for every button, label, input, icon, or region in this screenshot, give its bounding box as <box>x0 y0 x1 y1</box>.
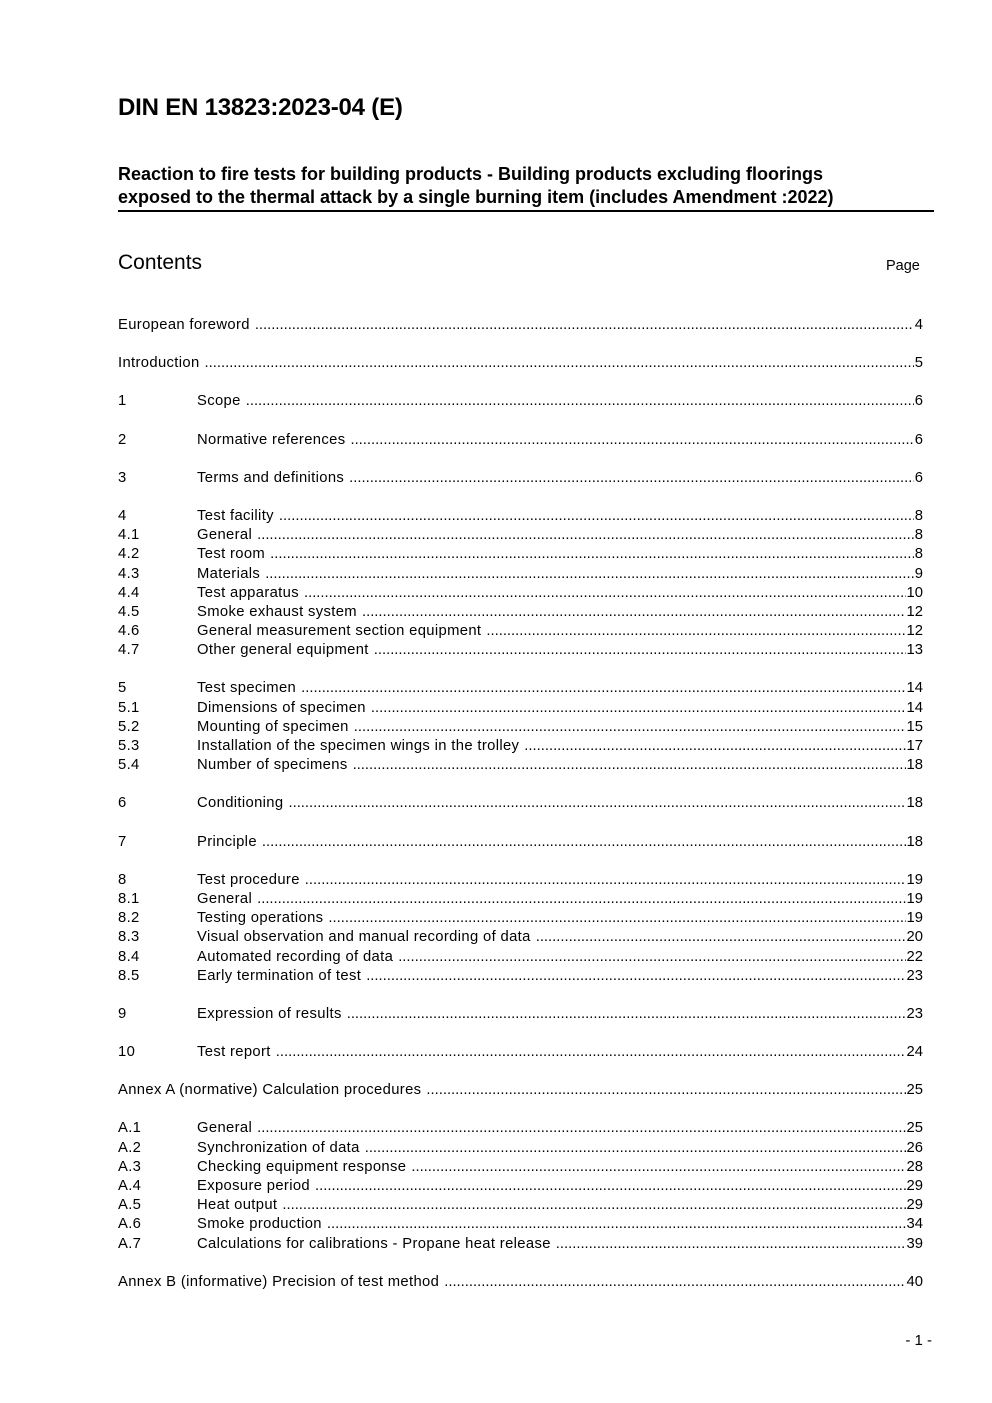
toc-leader-dots <box>411 1158 905 1177</box>
toc-entry-number: 5.1 <box>118 699 140 716</box>
subtitle-line-2: exposed to the thermal attack by a single burning item (includes Amendment :2022) <box>118 187 834 207</box>
toc-entry-page: 17 <box>906 738 923 754</box>
toc-entry[interactable] <box>118 622 923 641</box>
toc-entry-title: Principle <box>197 833 257 850</box>
toc-entry[interactable] <box>118 737 923 756</box>
toc-entry-page: 39 <box>906 1235 923 1252</box>
toc-entry-title: Normative references <box>197 431 346 448</box>
toc-entry-number: A.2 <box>118 1139 142 1156</box>
toc-entry[interactable] <box>118 469 923 488</box>
toc-entry-number: 4.5 <box>118 603 140 620</box>
toc-entry[interactable] <box>118 354 923 373</box>
toc-entry-number: A.5 <box>118 1197 142 1214</box>
toc-entry-page: 8 <box>914 527 923 544</box>
toc-entry-number: 5.4 <box>118 757 140 774</box>
toc-leader-dots <box>262 833 906 852</box>
toc-leader-dots <box>282 1196 905 1215</box>
toc-entry-title: Conditioning <box>197 795 284 812</box>
toc-entry-number: A.6 <box>118 1216 142 1233</box>
toc-leader-dots <box>350 431 913 450</box>
toc-entry-number: A.1 <box>118 1120 142 1137</box>
toc-entry[interactable] <box>118 1119 923 1138</box>
toc-entry-number: A.4 <box>118 1178 142 1194</box>
toc-entry[interactable] <box>118 1158 923 1177</box>
toc-entry-page: 10 <box>906 584 923 601</box>
toc-entry-title: Test specimen <box>197 680 297 697</box>
document-subtitle <box>118 163 934 212</box>
toc-leader-dots <box>301 679 905 698</box>
toc-entry-number: 9 <box>118 1005 127 1022</box>
toc-entry-page: 28 <box>906 1158 923 1175</box>
toc-entry-page: 6 <box>914 431 923 448</box>
toc-leader-dots <box>486 622 905 641</box>
toc-entry[interactable] <box>118 1043 923 1062</box>
toc-leader-dots <box>366 967 905 986</box>
toc-entry[interactable] <box>118 909 923 928</box>
toc-entry-number: 5 <box>118 680 127 697</box>
toc-entry-number: 4.1 <box>118 527 140 544</box>
toc-entry-number: 4.3 <box>118 565 140 582</box>
toc-leader-dots <box>398 948 905 967</box>
toc-entry[interactable] <box>118 1005 923 1024</box>
toc-entry-page: 22 <box>906 948 923 965</box>
toc-entry[interactable] <box>118 718 923 737</box>
contents-heading: Contents <box>118 251 203 274</box>
toc-leader-dots <box>374 641 906 660</box>
toc-entry-page: 19 <box>906 871 923 888</box>
toc-leader-dots <box>288 794 905 813</box>
toc-entry[interactable] <box>118 1235 923 1254</box>
toc-entry-title: General <box>197 1120 253 1137</box>
toc-entry-page: 5 <box>914 355 923 372</box>
toc-entry-title: Automated recording of data <box>197 948 394 965</box>
toc-entry[interactable] <box>118 1196 923 1215</box>
toc-entry-title: Testing operations <box>197 910 324 927</box>
toc-entry-page: 34 <box>906 1216 923 1233</box>
toc-entry-number: 5.3 <box>118 738 140 754</box>
toc-entry[interactable] <box>118 641 923 660</box>
toc-entry[interactable] <box>118 1273 923 1292</box>
toc-entry-title: Test apparatus <box>197 584 299 601</box>
toc-entry-title: Introduction <box>118 355 200 372</box>
toc-entry-title: Materials <box>197 565 261 582</box>
toc-entry-number: 8.4 <box>118 948 140 965</box>
toc-entry-number: 8 <box>118 871 127 888</box>
toc-entry[interactable] <box>118 833 923 852</box>
toc-entry-page: 19 <box>906 910 923 927</box>
toc-leader-dots <box>327 1215 906 1234</box>
toc-leader-dots <box>536 928 906 947</box>
toc-entry-title: Smoke production <box>197 1216 322 1233</box>
toc-entry[interactable] <box>118 526 923 545</box>
toc-entry-page: 23 <box>906 1005 923 1022</box>
toc-entry-number: 5.2 <box>118 718 140 735</box>
toc-entry-title: Other general equipment <box>197 642 369 659</box>
toc-entry-title: Scope <box>197 393 241 410</box>
toc-entry-title: Dimensions of specimen <box>197 699 366 716</box>
toc-entry-title: Annex A (normative) Calculation procedures <box>118 1082 422 1099</box>
toc-entry-page: 26 <box>906 1139 923 1156</box>
toc-entry-title: Test facility <box>197 507 274 524</box>
toc-entry[interactable] <box>118 871 923 890</box>
toc-leader-dots <box>354 718 906 737</box>
toc-entry-page: 12 <box>906 603 923 620</box>
toc-entry-number: 4.4 <box>118 584 140 601</box>
toc-entry[interactable] <box>118 794 923 813</box>
toc-entry-title: Test report <box>197 1044 271 1061</box>
toc-entry-title: Annex B (informative) Precision of test method <box>118 1273 440 1290</box>
toc-leader-dots <box>270 545 914 564</box>
toc-leader-dots <box>257 526 914 545</box>
toc-leader-dots <box>257 1119 905 1138</box>
toc-leader-dots <box>205 354 914 373</box>
toc-entry-page: 29 <box>906 1178 923 1194</box>
toc-leader-dots <box>426 1081 905 1100</box>
toc-entry-page: 24 <box>906 1044 923 1061</box>
toc-entry-page: 18 <box>906 795 923 812</box>
toc-entry[interactable] <box>118 507 923 526</box>
table-of-contents <box>118 316 923 1292</box>
toc-entry-title: Terms and definitions <box>197 469 345 486</box>
toc-entry[interactable] <box>118 1215 923 1234</box>
toc-entry-title: Installation of the specimen wings in the trolley <box>197 738 520 754</box>
toc-entry[interactable] <box>118 679 923 698</box>
toc-entry-title: Mounting of specimen <box>197 718 349 735</box>
toc-leader-dots <box>315 1177 906 1196</box>
toc-entry-page: 25 <box>906 1082 923 1099</box>
toc-entry-page: 23 <box>906 967 923 984</box>
toc-entry[interactable] <box>118 948 923 967</box>
toc-leader-dots <box>444 1273 905 1292</box>
toc-entry-title: Smoke exhaust system <box>197 603 357 620</box>
toc-entry-number: 8.5 <box>118 967 140 984</box>
toc-entry-title: General <box>197 890 253 907</box>
toc-entry-page: 9 <box>914 565 923 582</box>
toc-leader-dots <box>255 316 914 335</box>
toc-entry[interactable] <box>118 431 923 450</box>
toc-leader-dots <box>353 756 906 775</box>
document-id: DIN EN 13823:2023-04 (E) <box>118 94 403 121</box>
toc-entry[interactable] <box>118 316 923 335</box>
toc-entry-page: 15 <box>906 718 923 735</box>
toc-entry[interactable] <box>118 584 923 603</box>
toc-entry-title: Visual observation and manual recording of data <box>197 929 531 946</box>
toc-entry-number: 4.7 <box>118 642 140 659</box>
toc-entry-number: 10 <box>118 1044 136 1061</box>
toc-entry-page: 6 <box>914 393 923 410</box>
toc-leader-dots <box>265 565 914 584</box>
toc-entry[interactable] <box>118 603 923 622</box>
toc-leader-dots <box>279 507 914 526</box>
toc-entry[interactable] <box>118 565 923 584</box>
toc-entry[interactable] <box>118 699 923 718</box>
toc-entry-number: 7 <box>118 833 127 850</box>
toc-entry-title: European foreword <box>118 317 250 333</box>
toc-entry-page: 6 <box>914 469 923 486</box>
toc-entry-page: 25 <box>906 1120 923 1137</box>
page-column-label: Page <box>886 258 920 274</box>
toc-entry[interactable] <box>118 890 923 909</box>
toc-leader-dots <box>556 1235 906 1254</box>
toc-entry-page: 19 <box>906 890 923 907</box>
toc-entry-title: Test procedure <box>197 871 300 888</box>
toc-entry-page: 14 <box>906 680 923 697</box>
toc-entry-number: A.3 <box>118 1158 142 1175</box>
toc-leader-dots <box>347 1005 906 1024</box>
toc-entry-title: Early termination of test <box>197 967 362 984</box>
toc-entry-number: 1 <box>118 393 127 410</box>
toc-entry-number: 4 <box>118 507 127 524</box>
toc-leader-dots <box>371 699 906 718</box>
toc-entry[interactable] <box>118 1177 923 1196</box>
toc-entry-title: Expression of results <box>197 1005 342 1022</box>
toc-entry-title: Synchronization of data <box>197 1139 360 1156</box>
toc-entry-page: 18 <box>906 757 923 774</box>
toc-entry-number: 8.2 <box>118 910 140 927</box>
toc-entry[interactable] <box>118 392 923 411</box>
toc-entry-title: General measurement section equipment <box>197 623 482 640</box>
toc-entry-title: Test room <box>197 546 266 563</box>
toc-entry-title: Number of specimens <box>197 757 348 774</box>
toc-entry-page: 13 <box>906 642 923 659</box>
toc-leader-dots <box>304 584 906 603</box>
toc-entry-number: 8.3 <box>118 929 140 946</box>
toc-leader-dots <box>276 1043 906 1062</box>
toc-entry-page: 8 <box>914 546 923 563</box>
toc-leader-dots <box>246 392 914 411</box>
toc-entry-title: Calculations for calibrations - Propane heat release <box>197 1235 551 1252</box>
toc-entry-page: 29 <box>906 1197 923 1214</box>
toc-leader-dots <box>524 737 905 756</box>
toc-leader-dots <box>362 603 906 622</box>
page-number: - 1 - <box>905 1332 932 1349</box>
toc-leader-dots <box>365 1139 906 1158</box>
toc-entry-page: 12 <box>906 623 923 640</box>
subtitle-line-1: Reaction to fire tests for building products - Building products excluding floorings <box>118 164 824 184</box>
toc-entry-title: General <box>197 527 253 544</box>
toc-entry[interactable] <box>118 545 923 564</box>
toc-entry[interactable] <box>118 967 923 986</box>
toc-entry[interactable] <box>118 756 923 775</box>
toc-entry-page: 4 <box>914 317 923 333</box>
toc-entry-number: 4.6 <box>118 623 140 640</box>
toc-entry-number: 3 <box>118 469 127 486</box>
toc-entry-page: 18 <box>906 833 923 850</box>
toc-leader-dots <box>257 890 905 909</box>
toc-entry[interactable] <box>118 1139 923 1158</box>
toc-entry-page: 20 <box>906 929 923 946</box>
toc-entry-number: A.7 <box>118 1235 142 1252</box>
toc-entry-page: 8 <box>914 507 923 524</box>
toc-entry-number: 6 <box>118 795 127 812</box>
toc-entry-page: 14 <box>906 699 923 716</box>
toc-entry-title: Checking equipment response <box>197 1158 407 1175</box>
toc-leader-dots <box>305 871 906 890</box>
toc-entry[interactable] <box>118 1081 923 1100</box>
toc-entry-title: Exposure period <box>197 1178 311 1194</box>
toc-entry-page: 40 <box>906 1273 923 1290</box>
toc-entry-title: Heat output <box>197 1197 278 1214</box>
toc-entry-number: 8.1 <box>118 890 140 907</box>
toc-entry-number: 4.2 <box>118 546 140 563</box>
toc-leader-dots <box>328 909 905 928</box>
toc-entry-number: 2 <box>118 431 127 448</box>
toc-leader-dots <box>349 469 914 488</box>
toc-entry[interactable] <box>118 928 923 947</box>
